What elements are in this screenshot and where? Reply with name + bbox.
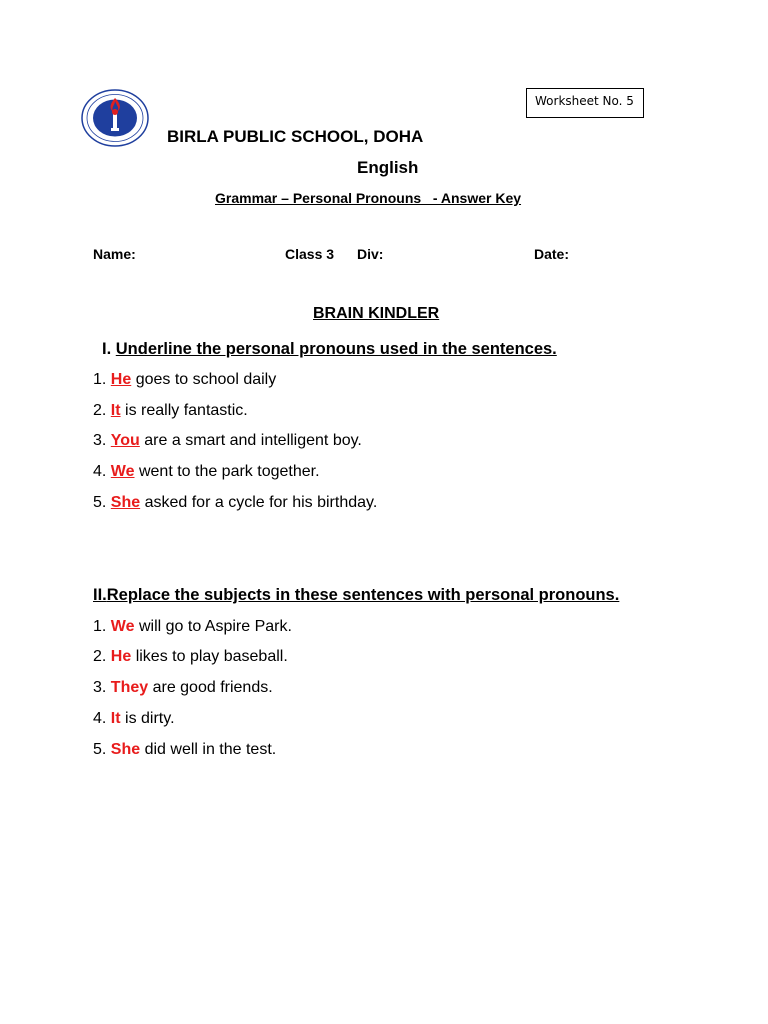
item-number: 2. bbox=[93, 402, 107, 419]
list-item bbox=[93, 402, 248, 420]
item-sentence: will go to Aspire Park. bbox=[134, 618, 292, 635]
answer-pronoun: It bbox=[110, 710, 121, 727]
answer-pronoun: She bbox=[110, 741, 141, 758]
name-field-label: Name: bbox=[93, 246, 136, 262]
answer-pronoun: He bbox=[110, 648, 132, 665]
topic-title: Grammar – Personal Pronouns _- Answer Key bbox=[215, 190, 522, 206]
worksheet-number: Worksheet No. 5 bbox=[526, 88, 644, 118]
school-logo bbox=[80, 88, 150, 148]
answer-pronoun: You bbox=[110, 432, 140, 449]
div-field-label: Div: bbox=[357, 246, 384, 262]
class-field-label: Class 3 bbox=[285, 246, 335, 262]
list-item bbox=[93, 371, 276, 389]
school-name: BIRLA PUBLIC SCHOOL, DOHA bbox=[167, 127, 424, 146]
answer-pronoun: We bbox=[110, 618, 135, 635]
section-1-instruction: Underline the personal pronouns used in the sentences. bbox=[115, 340, 557, 358]
answer-pronoun: They bbox=[110, 679, 149, 696]
list-item bbox=[93, 679, 273, 697]
item-number: 5. bbox=[93, 741, 107, 758]
subject-title: English bbox=[357, 158, 419, 177]
section-2-title bbox=[93, 586, 619, 605]
list-item bbox=[93, 648, 288, 666]
item-number: 4. bbox=[93, 463, 107, 480]
date-field-label: Date: bbox=[534, 246, 570, 262]
list-item bbox=[93, 494, 377, 512]
item-number: 3. bbox=[93, 679, 107, 696]
item-number: 1. bbox=[93, 618, 107, 635]
item-number: 2. bbox=[93, 648, 107, 665]
item-sentence: is really fantastic. bbox=[120, 402, 248, 419]
section-1-title bbox=[102, 340, 557, 359]
item-sentence: asked for a cycle for his birthday. bbox=[140, 494, 378, 511]
section-1-number: I. bbox=[102, 340, 112, 358]
answer-pronoun: He bbox=[110, 371, 132, 388]
item-sentence: did well in the test. bbox=[140, 741, 277, 758]
item-number: 5. bbox=[93, 494, 107, 511]
list-item bbox=[93, 618, 292, 636]
school-crest-torch-icon bbox=[80, 88, 150, 148]
item-sentence: is dirty. bbox=[120, 710, 175, 727]
list-item bbox=[93, 710, 175, 728]
item-number: 3. bbox=[93, 432, 107, 449]
item-sentence: goes to school daily bbox=[131, 371, 277, 388]
item-sentence: are a smart and intelligent boy. bbox=[139, 432, 362, 449]
list-item bbox=[93, 432, 362, 450]
section-2-instruction: Replace the subjects in these sentences with personal pronouns. bbox=[106, 586, 620, 604]
answer-pronoun: She bbox=[110, 494, 141, 511]
section-heading: BRAIN KINDLER bbox=[313, 305, 440, 322]
item-sentence: are good friends. bbox=[148, 679, 273, 696]
item-number: 1. bbox=[93, 371, 107, 388]
answer-pronoun: We bbox=[110, 463, 135, 480]
item-number: 4. bbox=[93, 710, 107, 727]
section-2-number: II. bbox=[93, 586, 107, 604]
answer-pronoun: It bbox=[110, 402, 121, 419]
item-sentence: likes to play baseball. bbox=[131, 648, 288, 665]
item-sentence: went to the park together. bbox=[134, 463, 320, 480]
list-item bbox=[93, 741, 276, 759]
list-item bbox=[93, 463, 320, 481]
